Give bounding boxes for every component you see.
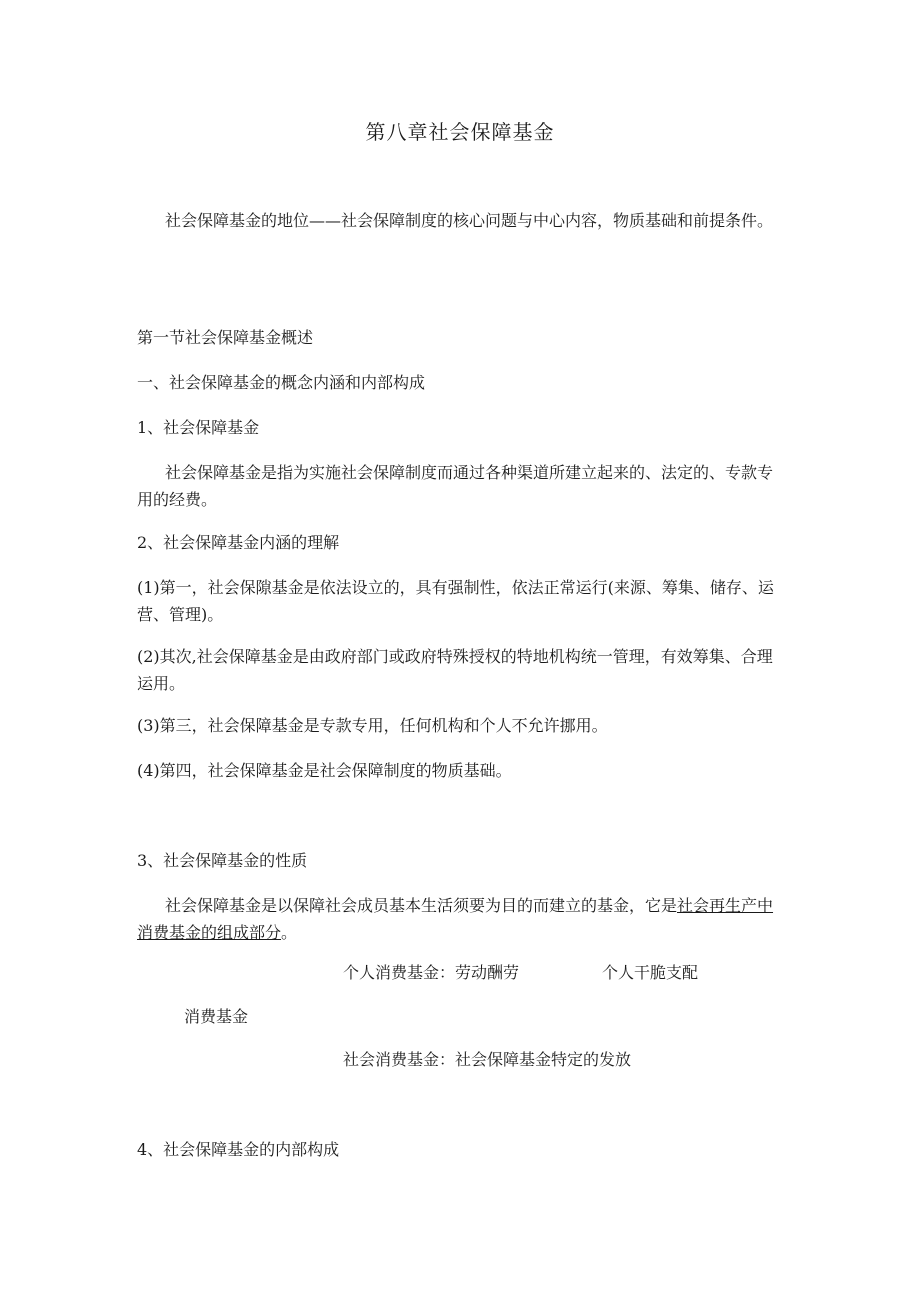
subheading-3: 3、社会保障基金的性质 <box>137 851 308 870</box>
nature-text-end: 。 <box>281 923 298 942</box>
point-1: (1)第一，社会保隙基金是依法设立的，具有强制性，依法正常运行(来源、筹集、储存、运营、管理)。 <box>137 578 774 624</box>
subheading-1-body: 社会保障基金是指为实施社会保障制度而通过各种渠道所建立起来的、法定的、专款专用的经费。 <box>137 463 774 509</box>
nature-text: 社会保障基金是以保障社会成员基本生活须要为目的而建立的基金，它是 <box>165 896 678 915</box>
point-2: (2)其次,社会保障基金是由政府部门或政府特殊授权的特地机构统一管理，有效筹集、合理运用。 <box>137 647 773 693</box>
consumption-fund-root: 消费基金 <box>184 1007 249 1026</box>
point-3: (3)第三，社会保障基金是专款专用，任何机构和个人不允许挪用。 <box>137 716 608 735</box>
chapter-title: 第八章社会保障基金 <box>365 120 555 144</box>
social-consumption-fund: 社会消费基金：社会保障基金特定的发放 <box>343 1050 632 1069</box>
personal-consumption-fund: 个人消费基金：劳动酬劳 <box>343 963 520 982</box>
nature-underlined-text: 社会再生产中消费基金的组成部分 <box>137 896 774 942</box>
subheading-1: 1、社会保障基金 <box>137 418 260 437</box>
subheading-4: 4、社会保障基金的内部构成 <box>137 1140 340 1159</box>
heading-1: 一、社会保障基金的概念内涵和内部构成 <box>137 373 426 392</box>
subheading-2: 2、社会保障基金内涵的理解 <box>137 533 340 552</box>
personal-disposal-note: 个人干脆支配 <box>602 963 699 982</box>
subheading-3-body <box>137 892 787 946</box>
section-heading: 第一节社会保障基金概述 <box>137 328 314 347</box>
point-4: (4)第四，社会保障基金是社会保障制度的物质基础。 <box>137 761 512 780</box>
intro-paragraph: 社会保障基金的地位——社会保障制度的核心问题与中心内容，物质基础和前提条件。 <box>165 211 774 230</box>
